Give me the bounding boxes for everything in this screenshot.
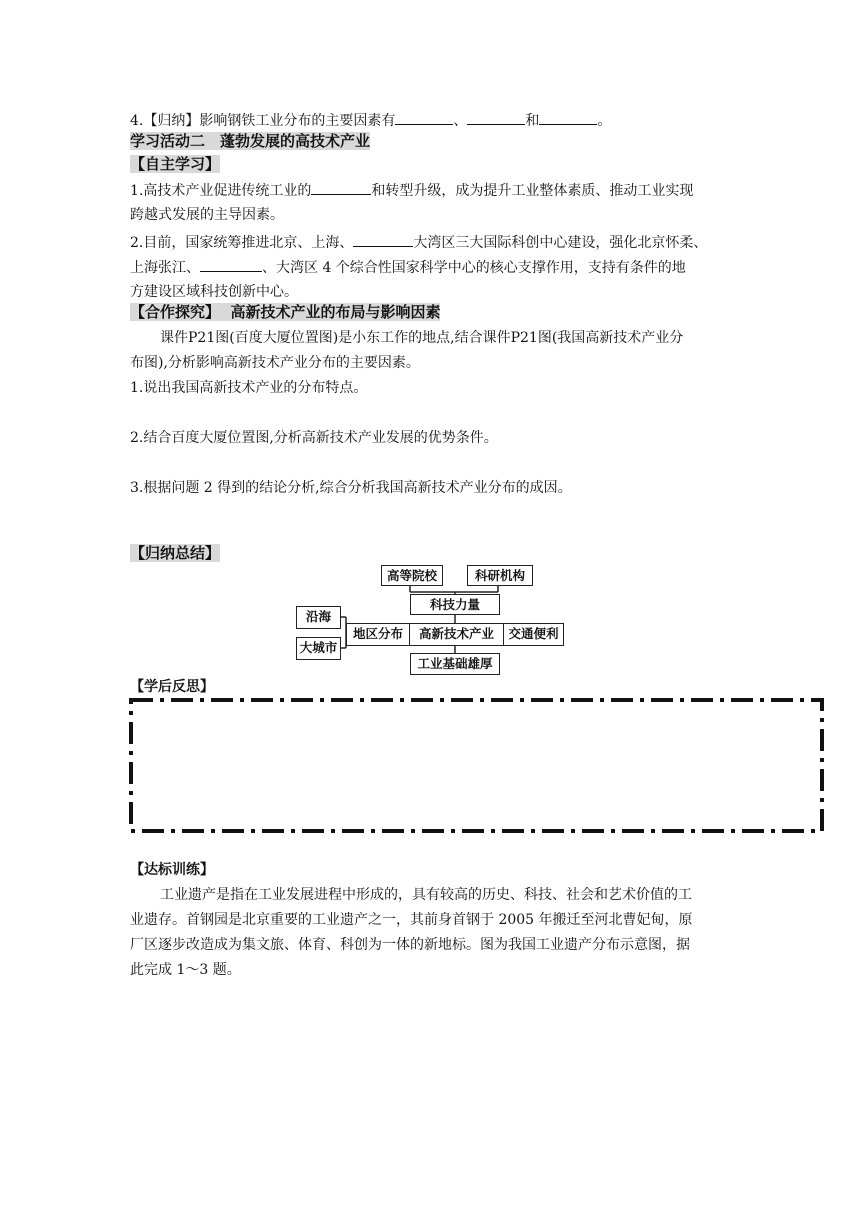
fill-blank[interactable] xyxy=(395,110,453,125)
box-label: 交通便利 xyxy=(508,626,559,641)
coop-title: 【合作探究】 xyxy=(130,303,221,321)
coop-question-1 xyxy=(130,378,367,398)
text-segment: 1.高技术产业促进传统工业的 xyxy=(130,183,312,199)
reflection-title: 【学后反思】 xyxy=(130,679,214,695)
box-label: 科技力量 xyxy=(429,597,480,612)
coop-intro-line-2 xyxy=(130,353,420,373)
text-segment: 业遗存。首钢园是北京重要的工业遗产之一，其前身首钢于 2005 年搬迁至河北曹妃甸，原 xyxy=(130,912,693,928)
fill-blank[interactable] xyxy=(467,110,525,125)
training-paragraph-line-3 xyxy=(130,935,690,955)
self-study-heading xyxy=(130,154,220,174)
training-title: 【达标训练】 xyxy=(130,862,214,878)
box-label: 高等院校 xyxy=(386,568,437,583)
summary-heading xyxy=(130,543,220,563)
separator: 、 xyxy=(453,113,468,129)
fill-blank[interactable] xyxy=(539,110,597,125)
question-text: 影响钢铁工业分布的主要因素有 xyxy=(199,113,396,129)
self-study-item-2-line-2 xyxy=(130,257,686,278)
activity-2-heading xyxy=(130,131,370,151)
training-paragraph-line-2 xyxy=(130,910,693,930)
fill-blank[interactable] xyxy=(353,232,413,247)
box-label: 地区分布 xyxy=(352,626,403,641)
coop-subtitle: 高新技术产业的布局与影响因素 xyxy=(230,303,441,321)
coop-question-3 xyxy=(130,478,572,498)
self-study-item-2-line-1 xyxy=(130,232,707,253)
training-paragraph-line-1 xyxy=(160,885,692,905)
fill-blank[interactable] xyxy=(200,257,262,272)
diagram-box-coastal xyxy=(296,606,341,629)
text-segment: 跨越式发展的主导因素。 xyxy=(130,207,284,223)
box-label: 沿海 xyxy=(305,609,331,624)
text-segment: 1.说出我国高新技术产业的分布特点。 xyxy=(130,380,368,396)
training-heading xyxy=(130,860,214,880)
self-study-item-1-line-2 xyxy=(130,205,284,225)
summary-title: 【归纳总结】 xyxy=(130,544,221,562)
text-segment: 3.根据问题 2 得到的结论分析,综合分析我国高新技术产业分布的成因。 xyxy=(130,480,572,496)
diagram-box-universities xyxy=(381,565,443,586)
text-segment: 此完成 1～3 题。 xyxy=(130,962,241,978)
reflection-writing-box[interactable] xyxy=(128,697,826,835)
text-segment: 方建设区域科技创新中心。 xyxy=(130,284,298,300)
question-4 xyxy=(130,110,611,131)
diagram-box-big-city xyxy=(296,637,341,660)
coop-intro-line-1 xyxy=(160,328,683,348)
summary-tag: 【归纳】 xyxy=(143,113,200,129)
diagram-box-regional xyxy=(346,623,410,646)
training-paragraph-line-4 xyxy=(130,960,241,980)
diagram-box-hightech xyxy=(409,623,504,646)
text-segment: 工业遗产是指在工业发展进程中形成的，具有较高的历史、科技、社会和艺术价值的工 xyxy=(160,887,692,903)
question-number: 4. xyxy=(130,113,144,129)
text-segment: 2.结合百度大厦位置图,分析高新技术产业发展的优势条件。 xyxy=(130,430,498,446)
text-segment: 2.目前，国家统筹推进北京、上海、 xyxy=(130,235,354,251)
text-segment: 布图),分析影响高新技术产业分布的主要因素。 xyxy=(130,355,420,371)
reflection-heading xyxy=(130,677,214,697)
text-segment: 厂区逐步改造成为集文旅、体育、科创为一体的新地标。图为我国工业遗产分布示意图，据 xyxy=(130,937,690,953)
diagram-box-research xyxy=(467,565,533,586)
box-label: 科研机构 xyxy=(474,568,525,583)
box-label: 大城市 xyxy=(299,640,338,655)
separator: 。 xyxy=(597,113,612,129)
text-segment: 和转型升级，成为提升工业整体素质、推动工业实现 xyxy=(371,183,694,199)
dash-dot-border xyxy=(131,700,822,831)
activity-2-title: 学习活动二 蓬勃发展的高技术产业 xyxy=(130,132,371,150)
text-segment: 上海张江、 xyxy=(130,260,200,276)
coop-question-2 xyxy=(130,428,498,448)
box-label: 高新技术产业 xyxy=(418,626,494,641)
box-label: 工业基础雄厚 xyxy=(417,656,493,671)
self-study-item-1-line-1 xyxy=(130,180,693,201)
text-segment: 课件P21图(百度大厦位置图)是小东工作的地点,结合课件P21图(我国高新技术产业分 xyxy=(160,330,684,346)
diagram-box-industrial-base xyxy=(410,653,500,675)
text-segment: 、大湾区 4 个综合性国家科学中心的核心支撑作用，支持有条件的地 xyxy=(262,260,686,276)
separator: 和 xyxy=(525,113,540,129)
diagram-box-transport xyxy=(503,623,564,646)
diagram-box-tech-power xyxy=(410,594,500,615)
text-segment: 大湾区三大国际科创中心建设，强化北京怀柔、 xyxy=(413,235,708,251)
fill-blank[interactable] xyxy=(311,180,371,195)
self-study-item-2-line-3 xyxy=(130,282,298,302)
self-study-title: 【自主学习】 xyxy=(130,155,221,173)
coop-heading xyxy=(130,302,440,322)
